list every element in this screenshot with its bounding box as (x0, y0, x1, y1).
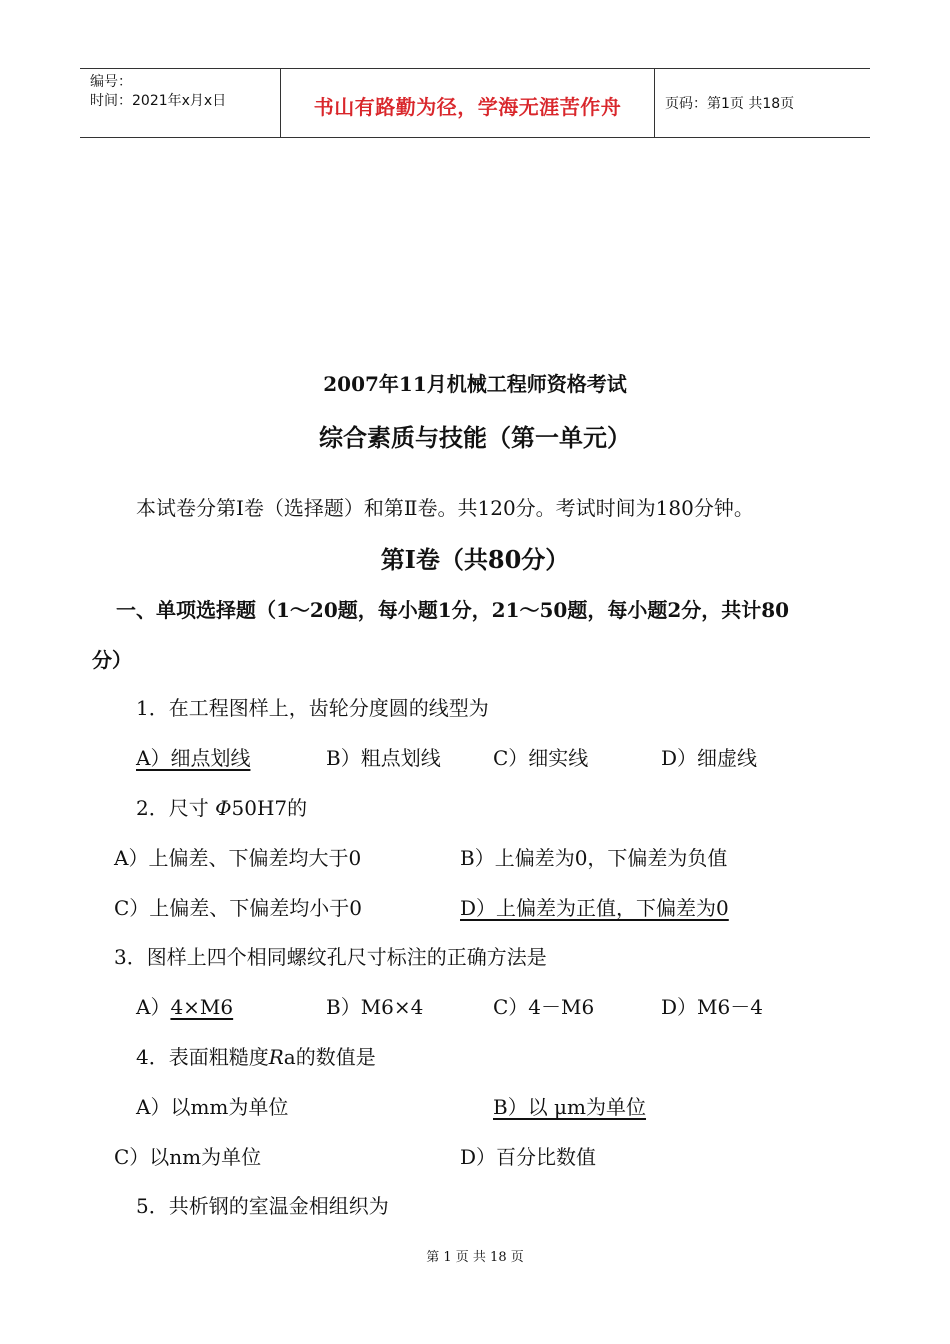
number-label: 编号： (90, 74, 132, 90)
motto: 书山有路勤为径，学海无涯苦作舟 (313, 94, 622, 119)
question-2-option-a: A）上偏差、下偏差均大于0 (114, 846, 362, 870)
q3-a-answer: 4×M6 (170, 995, 234, 1019)
exam-intro: 本试卷分第Ⅰ卷（选择题）和第Ⅱ卷。共120分。考试时间为180分钟。 (136, 496, 754, 520)
question-1-stem: 1．在工程图样上，齿轮分度圆的线型为 (136, 696, 489, 720)
question-2-option-c: C）上偏差、下偏差均小于0 (114, 896, 363, 920)
page-header (80, 68, 870, 138)
q2-stem-prefix: 2．尺寸 (136, 796, 216, 820)
question-2-stem (136, 792, 307, 821)
question-1-option-b: B）粗点划线 (326, 746, 441, 770)
question-3-option-d: D）M6－4 (661, 995, 763, 1019)
question-2-option-b: B）上偏差为0，下偏差为负值 (460, 846, 728, 870)
exam-title: 2007年11月机械工程师资格考试 (323, 372, 627, 396)
question-3-stem: 3．图样上四个相同螺纹孔尺寸标注的正确方法是 (114, 945, 547, 969)
volume-heading: 第Ⅰ卷（共80分） (380, 545, 570, 574)
question-4-option-a: A）以mm为单位 (136, 1095, 289, 1119)
header-right-cell (655, 69, 870, 137)
question-4-stem (136, 1041, 376, 1070)
q3-a-prefix: A） (136, 995, 171, 1019)
question-3-option-c: C）4－M6 (493, 995, 595, 1019)
phi-symbol: Φ (215, 796, 232, 820)
time-label: 时间：2021年x月x日 (90, 93, 227, 109)
question-1-option-c: C）细实线 (493, 746, 589, 770)
question-4-option-d: D）百分比数值 (460, 1145, 597, 1169)
question-3-option-a (136, 991, 233, 1020)
header-left-cell (80, 69, 281, 137)
header-middle-cell (281, 69, 655, 137)
question-1-option-d: D）细虚线 (661, 746, 758, 770)
question-2-option-d: D）上偏差为正值，下偏差为0 (460, 896, 729, 920)
question-4-option-b: B）以 μm为单位 (493, 1095, 647, 1119)
q4-stem-rest: a的数值是 (283, 1045, 376, 1069)
ra-symbol: R (268, 1045, 284, 1069)
q2-stem-rest: 50H7的 (231, 796, 308, 820)
page-info: 页码：第1页 共18页 (665, 96, 795, 112)
section-heading: 一、单项选择题（1～20题，每小题1分，21～50题，每小题2分，共计80 (116, 598, 790, 622)
question-3-option-b: B）M6×4 (326, 995, 424, 1019)
exam-subtitle: 综合素质与技能（第一单元） (319, 423, 631, 452)
section-heading-cont: 分） (92, 648, 132, 672)
question-1-option-a: A）细点划线 (136, 746, 251, 770)
question-4-option-c: C）以nm为单位 (114, 1145, 262, 1169)
q4-stem-prefix: 4．表面粗糙度 (136, 1045, 269, 1069)
page-footer: 第 1 页 共 18 页 (426, 1250, 524, 1265)
question-5-stem: 5．共析钢的室温金相组织为 (136, 1194, 389, 1218)
